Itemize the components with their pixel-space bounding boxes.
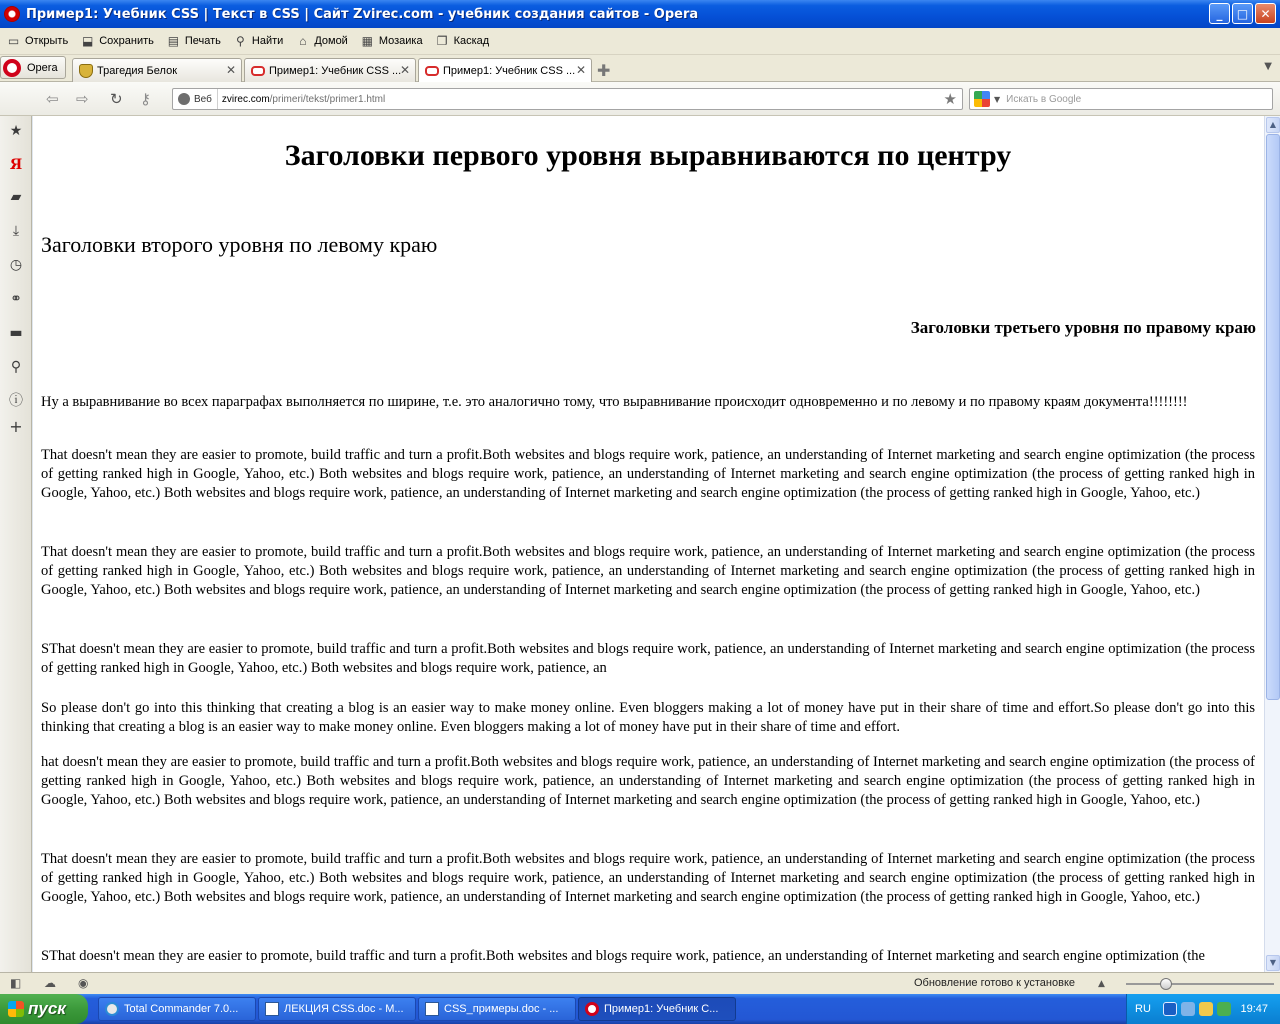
url-host: zvirec.com (221, 93, 270, 105)
window-title-bar[interactable] (0, 0, 1280, 28)
word-icon (425, 1002, 439, 1016)
task-label: Пример1: Учебник C... (604, 1003, 719, 1015)
search-field[interactable] (969, 88, 1273, 110)
address-toolbar (0, 82, 1280, 116)
tile-label: Мозаика (378, 35, 423, 47)
opera-menu-label: Opera (27, 61, 58, 74)
heading-level-1: Заголовки первого уровня выравниваются по центру (284, 139, 1012, 172)
save-icon: ⬓ (82, 33, 94, 48)
url-text (222, 94, 385, 105)
start-button[interactable] (0, 994, 88, 1024)
task-total-commander[interactable] (98, 997, 256, 1021)
scroll-down-icon[interactable]: ▼ (1266, 955, 1280, 971)
paragraph: SThat doesn't mean they are easier to promote, build traffic and turn a profit.Both websites and blogs require work, patience, an understanding of Internet marketing and search engine optimization (the process of getting ranked high in Google, Yahoo, etc.) Both websites and blogs require work, patience, an (41, 641, 1255, 676)
tab-close-icon[interactable]: ✕ (399, 63, 410, 77)
web-badge[interactable] (173, 89, 218, 109)
add-panel-icon[interactable]: + (9, 417, 23, 436)
notes-icon[interactable]: ▰ (10, 189, 22, 205)
print-button[interactable] (166, 35, 221, 48)
web-badge-label: Веб (194, 93, 212, 105)
reload-icon[interactable]: ↻ (110, 90, 123, 108)
paragraph: So please don't go into this thinking that creating a blog is an easier way to make money online. Even bloggers making a lot of money have put in their share of time and effort.So please don't go into this thinking that creating a blog is an easier way to make money online. Even bloggers making a lot of money have put in their share of time and effort. (41, 700, 1255, 735)
update-status-text[interactable]: Обновление готово к установке (914, 977, 1076, 989)
google-icon[interactable] (974, 91, 990, 107)
cascade-icon: ❐ (436, 33, 448, 48)
opera-icon (585, 1002, 599, 1016)
chevron-down-icon[interactable]: ▼ (1264, 61, 1272, 72)
language-indicator[interactable]: RU (1135, 1003, 1151, 1015)
zvirec-favicon-icon (425, 66, 439, 76)
cascade-button[interactable] (435, 35, 490, 48)
opera-menu-button[interactable] (0, 56, 66, 79)
clock: 19:47 (1240, 1003, 1268, 1015)
paragraph: Ну а выравнивание во всех параграфах выполняется по ширине, т.е. это аналогично тому, что выравнивание происходит одновременно и по левому и по правому краям документа!!!!!!!! (41, 394, 1188, 410)
save-label: Сохранить (99, 35, 154, 47)
word-icon (265, 1002, 279, 1016)
paragraph: That doesn't mean they are easier to promote, build traffic and turn a profit.Both websites and blogs require work, patience, an understanding of Internet marketing and search engine optimization (the process of getting ranked high in Google, Yahoo, etc.) Both websites and blogs require work, patience, an understanding of Internet marketing and search engine optimization (the process of getting ranked high in Google, Yahoo, etc.) Both websites and blogs require work, patience, an understanding of Internet marketing and search engine optimization (the process of getting ranked high in Google, Yahoo, etc.) (41, 544, 1255, 598)
yandex-icon[interactable]: Я (9, 157, 23, 173)
panel-toggle-icon[interactable]: ◧ (10, 976, 22, 990)
chevron-down-icon[interactable]: ▼ (994, 94, 1001, 104)
key-icon[interactable]: ⚷ (140, 90, 151, 108)
opera-app-icon (4, 6, 20, 22)
tab-tragedy[interactable] (72, 58, 242, 82)
search-placeholder: Искать в Google (1006, 93, 1082, 105)
page-content (33, 116, 1264, 972)
tab-primer1-a[interactable] (244, 58, 416, 82)
start-label: пуск (28, 999, 66, 1018)
zoom-slider-handle[interactable] (1160, 978, 1172, 990)
search-icon[interactable]: ⚲ (10, 359, 22, 375)
bookmarks-star-icon[interactable]: ★ (9, 123, 23, 139)
unite-cloud-icon[interactable]: ☁ (44, 976, 56, 990)
task-css-examples-doc[interactable] (418, 997, 576, 1021)
status-bar (0, 972, 1280, 994)
find-label: Найти (251, 35, 284, 47)
open-folder-icon: ▭ (7, 33, 20, 48)
history-clock-icon[interactable]: ◷ (9, 257, 23, 273)
security-icon[interactable] (1199, 1002, 1213, 1016)
search-icon: ⚲ (236, 33, 245, 48)
open-label: Открыть (25, 35, 69, 47)
windows-icon[interactable]: ▬ (9, 325, 23, 341)
paragraph: That doesn't mean they are easier to promote, build traffic and turn a profit.Both websites and blogs require work, patience, an understanding of Internet marketing and search engine optimization (the process of getting ranked high in Google, Yahoo, etc.) Both websites and blogs require work, patience, an understanding of Internet marketing and search engine optimization (the process of getting ranked high in Google, Yahoo, etc.) Both websites and blogs require work, patience, an understanding of Internet marketing and search engine optimization (the process of getting ranked high in Google, Yahoo, etc.) (41, 447, 1255, 501)
tab-close-icon[interactable]: ✕ (575, 63, 586, 77)
paragraph: SThat doesn't mean they are easier to promote, build traffic and turn a profit.Both websites and blogs require work, patience, an understanding of Internet marketing and search engine optimization (the (41, 948, 1205, 964)
new-tab-icon[interactable]: ✚ (597, 61, 611, 80)
tab-label: Трагедия Белок (97, 64, 178, 77)
address-field[interactable] (172, 88, 963, 110)
info-icon[interactable]: ⓘ (9, 393, 23, 409)
window-title: Пример1: Учебник CSS | Текст в CSS | Сайт Zvirec.com - учебник создания сайтов - Opera (26, 6, 699, 22)
paragraph: hat doesn't mean they are easier to promote, build traffic and turn a profit.Both websites and blogs require work, patience, an understanding of Internet marketing and search engine optimization (the process of getting ranked high in Google, Yahoo, etc.) Both websites and blogs require work, patience, an understanding of Internet marketing and search engine optimization (the process of getting ranked high in Google, Yahoo, etc.) Both websites and blogs require work, patience, an understanding of Internet marketing and search engine optimization (the process of getting ranked high in Google, Yahoo, etc.) (41, 754, 1255, 808)
chevron-up-icon[interactable]: ▲ (1098, 979, 1105, 989)
side-panel (0, 116, 32, 972)
forward-arrow-icon[interactable]: ⇨ (76, 90, 89, 108)
bookmark-star-icon[interactable]: ★ (943, 90, 957, 108)
paragraph: That doesn't mean they are easier to promote, build traffic and turn a profit.Both websites and blogs require work, patience, an understanding of Internet marketing and search engine optimization (the process of getting ranked high in Google, Yahoo, etc.) Both websites and blogs require work, patience, an understanding of Internet marketing and search engine optimization (the process of getting ranked high in Google, Yahoo, etc.) Both websites and blogs require work, patience, an understanding of Internet marketing and search engine optimization (the process of getting ranked high in Google, Yahoo, etc.) (41, 851, 1255, 905)
tab-label: Пример1: Учебник CSS ... (443, 64, 576, 77)
heading-level-3: Заголовки третьего уровня по правому краю (910, 318, 1256, 337)
close-button[interactable]: ✕ (1255, 3, 1276, 24)
network-icon[interactable] (1181, 1002, 1195, 1016)
task-opera-window[interactable] (578, 997, 736, 1021)
url-path: /primeri/tekst/primer1.html (269, 93, 386, 105)
downloads-icon[interactable]: ⤓ (12, 223, 20, 239)
task-lecture-doc[interactable] (258, 997, 416, 1021)
tray-back-icon[interactable] (1163, 1002, 1177, 1016)
tab-bar (0, 55, 1280, 82)
heading-level-2: Заголовки второго уровня по левому краю (41, 232, 438, 257)
links-icon[interactable]: ⚭ (10, 291, 22, 307)
scrollbar-thumb[interactable] (1266, 134, 1280, 700)
zoom-slider-track[interactable] (1126, 983, 1274, 985)
save-button[interactable] (80, 35, 154, 48)
tile-icon: ▦ (361, 33, 373, 48)
window-controls (1209, 3, 1276, 24)
tab-label: Пример1: Учебник CSS ... (269, 64, 402, 77)
home-button[interactable] (295, 35, 348, 48)
shield-favicon-icon (79, 64, 93, 78)
globe-icon (178, 93, 190, 105)
maximize-button[interactable]: □ (1232, 3, 1253, 24)
zvirec-favicon-icon (251, 66, 265, 76)
scroll-up-icon[interactable]: ▲ (1266, 117, 1280, 133)
cascade-label: Каскад (453, 35, 490, 47)
tile-button[interactable] (360, 35, 423, 48)
back-arrow-icon[interactable]: ⇦ (46, 90, 59, 108)
system-tray (1126, 994, 1280, 1024)
print-label: Печать (184, 35, 221, 47)
tab-close-icon[interactable]: ✕ (225, 63, 236, 77)
task-label: CSS_примеры.doc - ... (444, 1003, 559, 1015)
tab-primer1-active[interactable] (418, 58, 592, 82)
windows-flag-icon (8, 1001, 24, 1017)
vertical-scrollbar[interactable] (1264, 116, 1280, 972)
opera-logo-icon (3, 59, 21, 77)
find-button[interactable] (233, 35, 283, 48)
home-icon: ⌂ (299, 33, 307, 48)
task-label: Total Commander 7.0... (124, 1003, 239, 1015)
task-label: ЛЕКЦИЯ CSS.doc - M... (284, 1003, 404, 1015)
home-label: Домой (314, 35, 348, 47)
open-button[interactable] (6, 35, 68, 48)
main-toolbar (0, 28, 1280, 55)
antivirus-icon[interactable] (1217, 1002, 1231, 1016)
total-commander-icon (105, 1002, 119, 1016)
print-icon: ▤ (167, 33, 180, 48)
windows-taskbar (0, 994, 1280, 1024)
minimize-button[interactable]: _ (1209, 3, 1230, 24)
turbo-icon[interactable]: ◉ (78, 976, 89, 990)
